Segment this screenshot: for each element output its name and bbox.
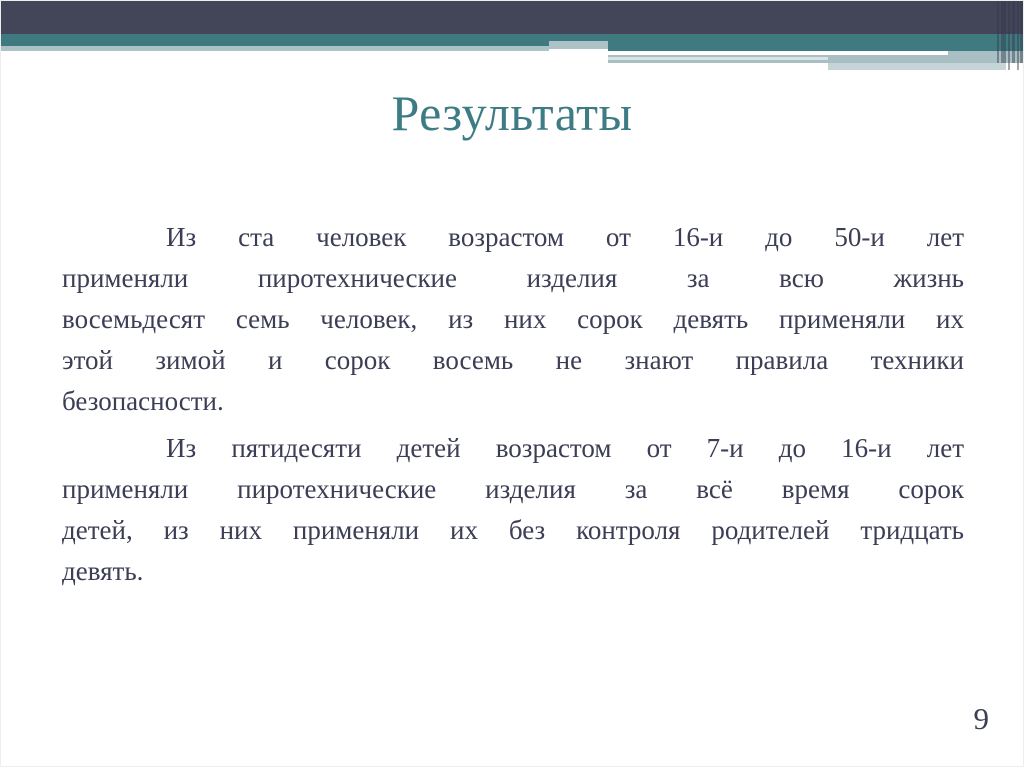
header-band-pale: [828, 63, 1006, 70]
page-number: 9: [973, 701, 989, 736]
header-bar-teal: [1, 34, 1024, 46]
text-line: детей, из них применяли их без контроля родителей тридцать: [62, 515, 964, 545]
header-white-line: [608, 51, 948, 55]
text-line: Из ста человек возрастом от 16-и до 50-и лет: [166, 222, 964, 252]
header-white-line-thin: [608, 57, 828, 60]
text-line: девять.: [62, 556, 144, 586]
text-line: этой зимой и сорок восемь не знают правила техники: [62, 345, 964, 375]
header-bar-dark: [1, 1, 1024, 34]
text-line: восемьдесят семь человек, из них сорок девять применяли их: [62, 304, 964, 334]
body-text: [62, 217, 964, 592]
header-bar-light-left: [1, 46, 549, 51]
slide-title: Результаты: [391, 85, 633, 141]
text-line: применяли пиротехнические изделия за всё время сорок: [62, 474, 964, 504]
text-line: безопасности.: [62, 386, 224, 416]
text-line: применяли пиротехнические изделия за всю жизнь: [62, 263, 964, 293]
paragraph-1: [62, 217, 964, 422]
paragraph-2: [62, 428, 964, 592]
text-line: Из пятидесяти детей возрастом от 7-и до 16-и лет: [166, 433, 964, 463]
header-bar-light-step: [549, 41, 608, 49]
